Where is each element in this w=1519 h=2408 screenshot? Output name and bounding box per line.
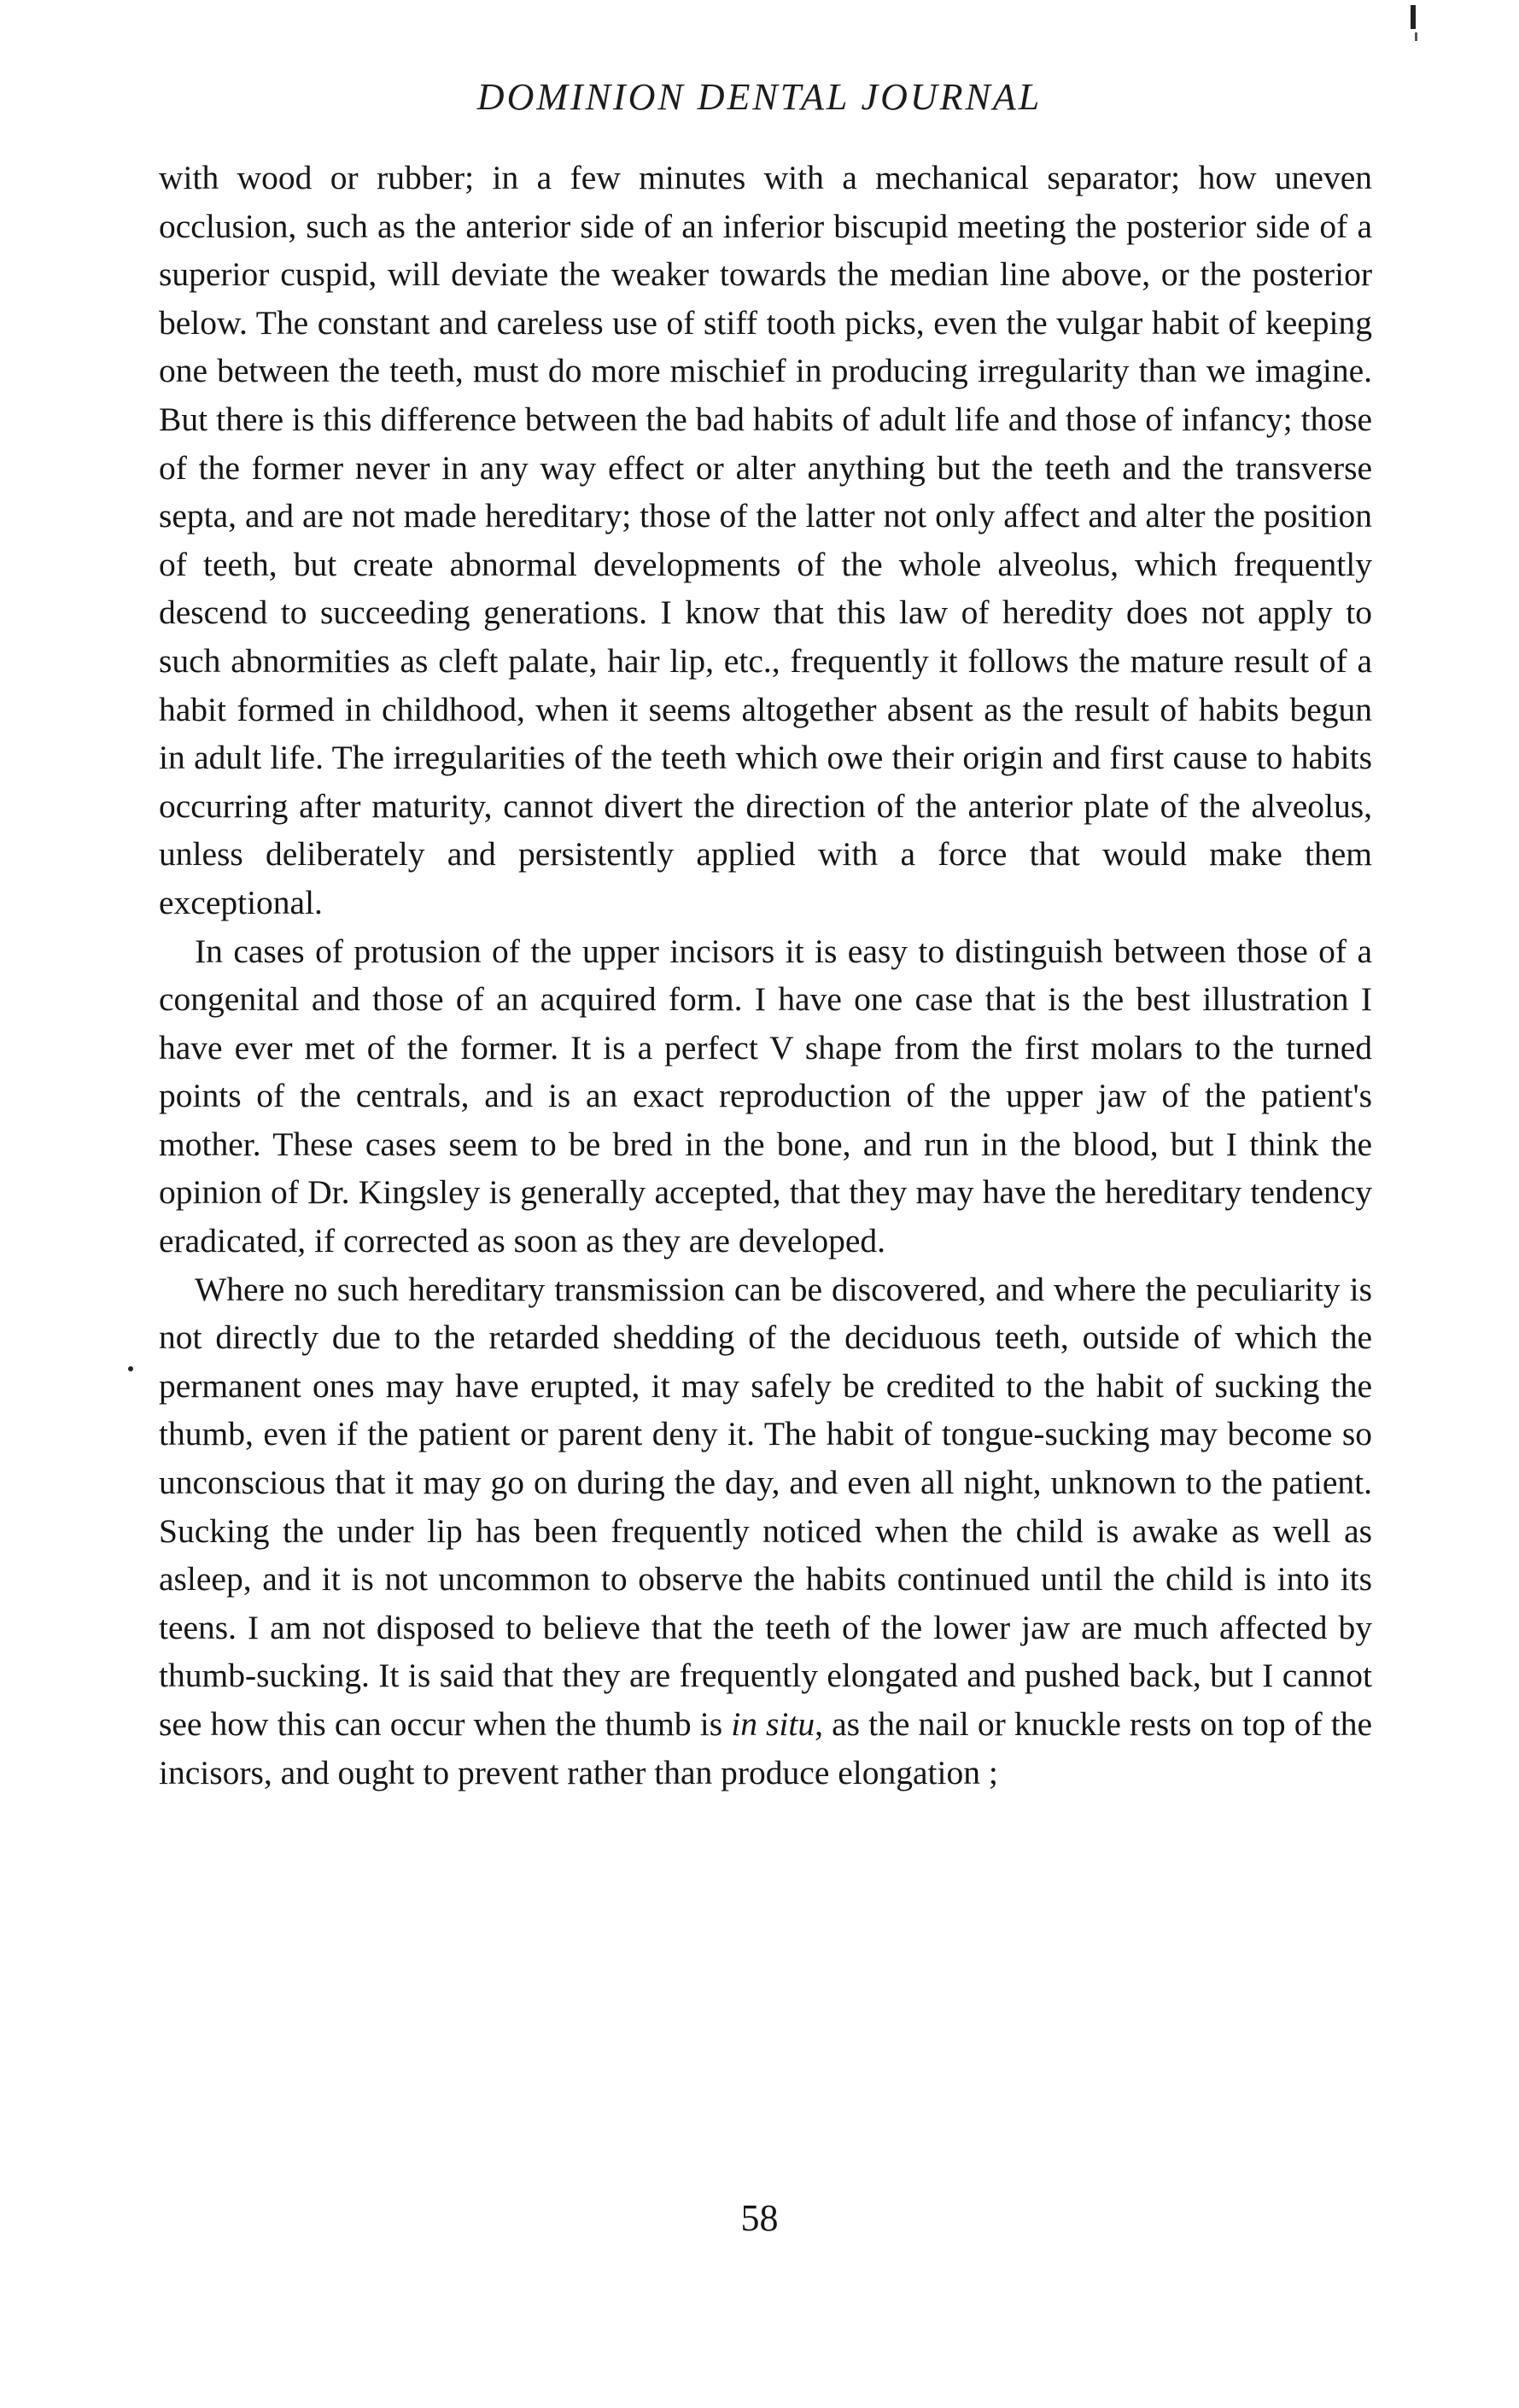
margin-dot [128, 1366, 133, 1371]
paragraph-2: In cases of protusion of the upper incisors it is easy to distinguish between those of a congenital and those of an acquired form. I have one case that is the best illustration I have ever met of the former. It is a perfect V shape from the first molars to the turned points of the centrals, and is an exact reproduction of the upper jaw of the patient's mother. These cases seem to be bred in the bone, and run in the blood, but I think the opinion of Dr. Kingsley is generally accepted, that they may have the hereditary tendency eradicated, if corrected as soon as they are developed. [159, 932, 1372, 1260]
running-header: DOMINION DENTAL JOURNAL [476, 76, 1043, 118]
scan-mark [1411, 5, 1416, 29]
latin-phrase: in situ [731, 1705, 815, 1743]
paragraph-3-tail: , as the nail or knuckle rests on top of the incisors, and ought to prevent rather than produce elongation ; [159, 1705, 1373, 1791]
paragraph-3 [159, 1265, 1372, 1797]
article-body [159, 154, 1372, 1797]
page-number: 58 [740, 2197, 779, 2239]
scan-mark-small [1415, 32, 1417, 41]
paragraph-3-text: Where no such hereditary transmission can be discovered, and where the peculiarity is not directly due to the retarded shedding of the deciduous teeth, outside of which the permanent ones may have erupted, it may safely be credited to the habit of sucking the thumb, even if the patient or parent deny it. The habit of tongue-sucking may become so unconscious that it may go on during the day, and even all night, unknown to the patient. Sucking the under lip has been frequently noticed when the child is awake as well as asleep, and it is not uncommon to observe the habits continued until the child is into its teens. I am not disposed to believe that the teeth of the lower jaw are much affected by thumb-sucking. It is said that they are frequently elongated and pushed back, but I cannot see how this can occur when the thumb is [159, 1270, 1372, 1743]
paragraph-1: with wood or rubber; in a few minutes with a mechanical separator; how uneven occlusion, such as the anterior side of an inferior biscupid meeting the posterior side of a superior cuspid, will deviate the weaker towards the median line above, or the posterior below. The constant and careless use of stiff tooth picks, even the vulgar habit of keeping one between the teeth, must do more mischief in producing irregularity than we imagine. But there is this difference between the bad habits of adult life and those of infancy; those of the former never in any way effect or alter anything but the teeth and the transverse septa, and are not made hereditary; those of the latter not only affect and alter the position of teeth, but create abnormal developments of the whole alveolus, which frequently descend to succeeding generations. I know that this law of heredity does not apply to such abnormities as cleft palate, hair lip, etc., frequently it follows the mature result of a habit formed in childhood, when it seems altogether absent as the result of habits begun in adult life. The irregularities of the teeth which owe their origin and first cause to habits occurring after maturity, cannot divert the direction of the anterior plate of the alveolus, unless deliberately and persistently applied with a force that would make them exceptional. [159, 159, 1372, 921]
